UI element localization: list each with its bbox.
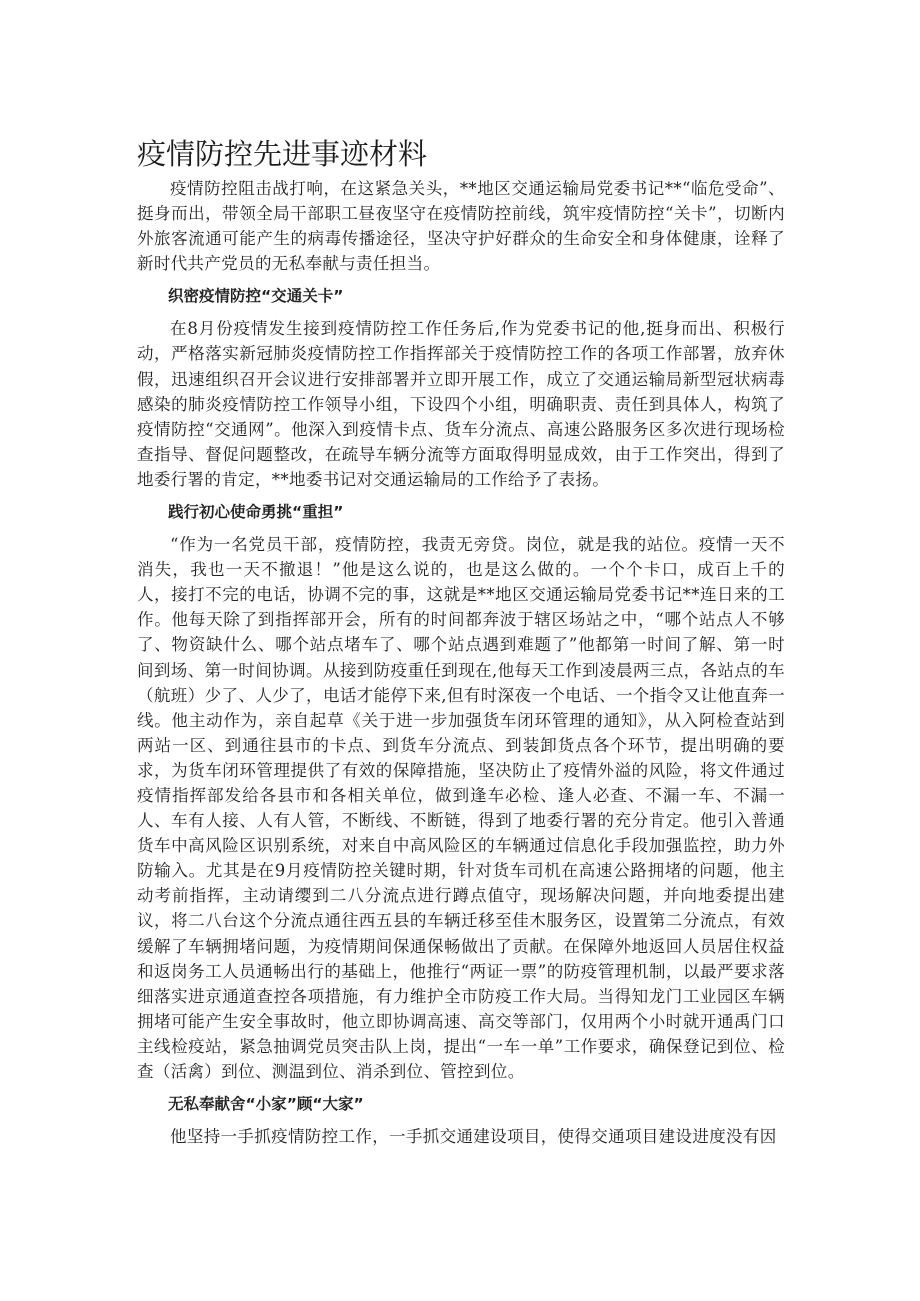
section-heading: 无私奉献舍“小家”顾“大家” [168, 1095, 364, 1114]
section-paragraph: 在8月份疫情发生接到疫情防控工作任务后,作为党委书记的他,挺身而出、积极行动，严格落实新冠肺炎疫情防控工作指挥部关于疫情防控工作的各项工作部署，放弃休假，迅速组织召开会议进行安排部署并立即开展工作，成立了交通运输局新型冠状病毒感染的肺炎疫情防控工作领导小组，下设四个小组，明确职责、责任到具体人，构筑了疫情防控“交通网”。他深入到疫情卡点、货车分流点、高速公路服务区多次进行现场检查指导、督促问题整改，在疏导车辆分流等方面取得明显成效，由于工作突出，得到了地委行署的肯定，**地委书记对交通运输局的工作给予了表扬。 [137, 319, 785, 489]
section-paragraph: “作为一名党员干部，疫情防控，我责无旁贷。岗位，就是我的站位。疫情一天不消失，我也一天不撤退！”他是这么说的，也是这么做的。一个个卡口，成百上千的人，接打不完的电话，协调不完的事，这就是**地区交通运输局党委书记**连日来的工作。他每天除了到指挥部开会，所有的时间都奔波于辖区场站之中，“哪个站点人不够了、物资缺什么、哪个站点堵车了、哪个站点遇到难题了”他都第一时间了解、第一时间到场、第一时间协调。从接到防疫重任到现在,他每天工作到凌晨两三点，各站点的车（航班）少了、人少了，电话才能停下来,但有时深夜一个电话、一个指令又让他直奔一线。他主动作为，亲自起草《关于进一步加强货车闭环管理的通知》，从入阿检查站到两站一区、到通往县市的卡点、到货车分流点、到装卸货点各个环节，提出明确的要求，为货车闭环管理提供了有效的保障措施，坚决防止了疫情外溢的风险，将文件通过疫情指挥部发给各县市和各相关单位，做到逢车必检、逢人必查、不漏一车、不漏一人、车有人接、人有人管，不断线、不断链，得到了地委行署的充分肯定。他引入普通货车中高风险区识别系统，对来自中高风险区的车辆通过信息化手段加强监控，助力外防输入。尤其是在9月疫情防控关键时期，针对货车司机在高速公路拥堵的问题，他主动考前指挥，主动请缨到二八分流点进行蹲点值守，现场解决问题，并向地委提出建议，将二八台这个分流点通往西五县的车辆迁移至佳木服务区，设置第二分流点，有效缓解了车辆拥堵问题，为疫情期间保通保畅做出了贡献。在保障外地返回人员居住权益和返岗务工人员通畅出行的基础上，他推行“两证一票”的防疫管理机制，以最严要求落细落实进京通道查控各项措施，有力维护全市防疫工作大局。当得知龙门工业园区车辆拥堵可能产生安全事故时，他立即协调高速、高交等部门，仅用两个小时就开通禹门口主线检疫站，紧急抽调党员突击队上岗，提出“一车一单”工作要求，确保登记到位、检查（活禽）到位、测温到位、消杀到位、管控到位。 [137, 535, 785, 1081]
section-heading: 践行初心使命勇挑“重担” [168, 503, 344, 522]
intro-paragraph: 疫情防控阻击战打响，在这紧急关头，**地区交通运输局党委书记**“临危受命”、挺身而出，带领全局干部职工昼夜坚守在疫情防控前线，筑牢疫情防控“关卡”，切断内外旅客流通可能产生的病毒传播途径，坚决守护好群众的生命安全和身体健康，诠释了新时代共产党员的无私奉献与责任担当。 [137, 179, 785, 274]
document-body [137, 176, 785, 1149]
document-title: 疫情防控先进事迹材料 [137, 137, 428, 171]
section-heading: 织密疫情防控“交通关卡” [168, 287, 344, 306]
section-paragraph: 他坚持一手抓疫情防控工作，一手抓交通建设项目，使得交通项目建设进度没有因 [170, 1127, 777, 1147]
